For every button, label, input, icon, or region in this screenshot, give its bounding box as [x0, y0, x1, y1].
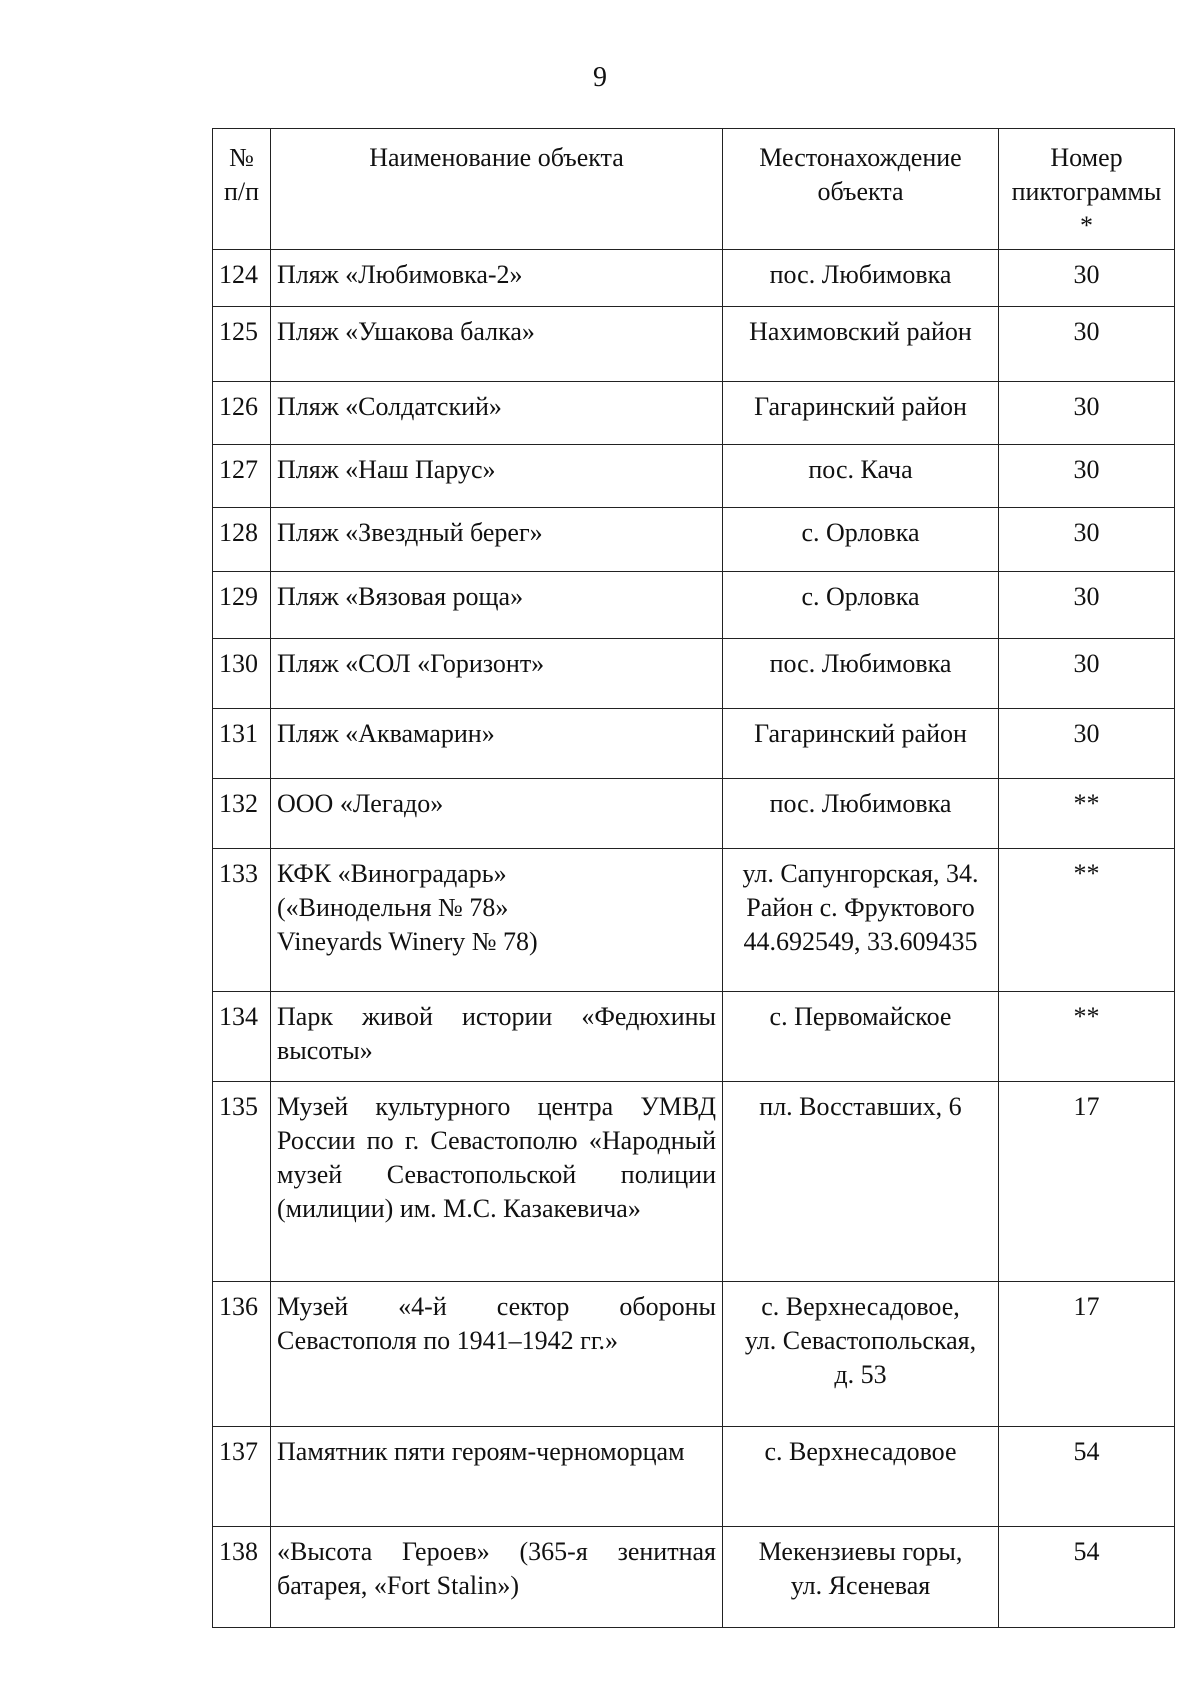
- cell-location: [723, 849, 999, 992]
- table-row: [213, 779, 1175, 849]
- cell-location: [723, 992, 999, 1082]
- cell-name-line: Пляж «Аквамарин»: [277, 719, 495, 748]
- table-row: [213, 709, 1175, 779]
- cell-location-line: пл. Восставших, 6: [759, 1092, 962, 1121]
- header-num: № п/п: [213, 129, 271, 250]
- cell-name-line: Пляж «Вязовая роща»: [277, 582, 524, 611]
- cell-location: [723, 508, 999, 572]
- cell-num: 125: [213, 307, 271, 382]
- table-header-row: [213, 129, 1175, 250]
- cell-num: 129: [213, 572, 271, 639]
- cell-name: [271, 250, 723, 307]
- cell-name: [271, 779, 723, 849]
- cell-location-line: пос. Кача: [808, 455, 913, 484]
- cell-name-line: Пляж «Наш Парус»: [277, 455, 496, 484]
- cell-name: [271, 508, 723, 572]
- cell-location-line: пос. Любимовка: [769, 789, 952, 818]
- table-row: [213, 1082, 1175, 1282]
- cell-name-line: Памятник пяти героям-черноморцам: [277, 1437, 685, 1466]
- cell-location-line: пос. Любимовка: [769, 260, 952, 289]
- table-row: [213, 992, 1175, 1082]
- cell-location: [723, 1527, 999, 1628]
- table-row: [213, 639, 1175, 709]
- cell-location: [723, 1427, 999, 1527]
- cell-num: 130: [213, 639, 271, 709]
- cell-name: [271, 445, 723, 508]
- cell-name-line: Пляж «Звездный берег»: [277, 518, 543, 547]
- cell-name: [271, 1282, 723, 1427]
- cell-num: 136: [213, 1282, 271, 1427]
- cell-num: 137: [213, 1427, 271, 1527]
- cell-location: [723, 250, 999, 307]
- cell-location-line: с. Орловка: [801, 518, 920, 547]
- cell-location: [723, 572, 999, 639]
- objects-table: [212, 128, 1175, 1628]
- cell-name: [271, 1082, 723, 1282]
- cell-location-line: Гагаринский район: [754, 719, 967, 748]
- cell-name: [271, 382, 723, 445]
- cell-location: [723, 1282, 999, 1427]
- cell-pictogram: 30: [999, 250, 1175, 307]
- cell-name-line: Пляж «Солдатский»: [277, 392, 502, 421]
- table-row: [213, 250, 1175, 307]
- cell-name-line: («Винодельня № 78»: [277, 893, 509, 922]
- cell-location-line: Гагаринский район: [754, 392, 967, 421]
- cell-num: 127: [213, 445, 271, 508]
- cell-name: [271, 849, 723, 992]
- table-row: [213, 382, 1175, 445]
- cell-location-line: с. Первомайское: [769, 1002, 952, 1031]
- cell-location: [723, 709, 999, 779]
- cell-location-line: с. Верхнесадовое,: [761, 1292, 960, 1321]
- table-row: [213, 1427, 1175, 1527]
- cell-location-line: с. Верхнесадовое: [764, 1437, 957, 1466]
- cell-location: [723, 307, 999, 382]
- cell-location-line: с. Орловка: [801, 582, 920, 611]
- cell-location-line: ул. Ясеневая: [790, 1571, 931, 1600]
- cell-name: [271, 709, 723, 779]
- cell-num: 132: [213, 779, 271, 849]
- cell-pictogram: 54: [999, 1527, 1175, 1628]
- cell-num: 126: [213, 382, 271, 445]
- cell-pictogram: 30: [999, 508, 1175, 572]
- cell-location-line: Нахимовский район: [749, 317, 972, 346]
- cell-location: [723, 1082, 999, 1282]
- cell-location-line: пос. Любимовка: [769, 649, 952, 678]
- cell-location-line: Мекензиевы горы,: [758, 1537, 963, 1566]
- cell-location-line: Район с. Фруктового: [746, 893, 975, 922]
- cell-name-line: Музей «4-й сектор обороны Севастополя по 1941–1942 гг.»: [277, 1292, 716, 1355]
- cell-pictogram: 17: [999, 1282, 1175, 1427]
- cell-num: 128: [213, 508, 271, 572]
- cell-pictogram: 30: [999, 639, 1175, 709]
- page-number: 9: [593, 62, 607, 93]
- cell-name-line: Парк живой истории «Федюхины высоты»: [277, 1002, 716, 1065]
- cell-location-line: 44.692549, 33.609435: [743, 927, 978, 956]
- table-row: [213, 572, 1175, 639]
- cell-pictogram: 17: [999, 1082, 1175, 1282]
- cell-pictogram: **: [999, 849, 1175, 992]
- cell-pictogram: 54: [999, 1427, 1175, 1527]
- cell-num: 124: [213, 250, 271, 307]
- header-location: Местонахождение объекта: [723, 129, 999, 250]
- cell-pictogram: **: [999, 992, 1175, 1082]
- cell-location-line: д. 53: [834, 1360, 887, 1389]
- cell-num: 133: [213, 849, 271, 992]
- table-row: [213, 445, 1175, 508]
- cell-name: [271, 572, 723, 639]
- cell-name-line: ООО «Легадо»: [277, 789, 444, 818]
- table-row: [213, 1282, 1175, 1427]
- cell-name-line: «Высота Героев» (365-я зенитная батарея, «Fort Stalin»): [277, 1537, 716, 1600]
- cell-name-line: Пляж «СОЛ «Горизонт»: [277, 649, 545, 678]
- cell-name: [271, 992, 723, 1082]
- cell-num: 131: [213, 709, 271, 779]
- cell-name-line: Музей культурного центра УМВД России по г. Севастополю «Народный музей Севастопольской полиции (милиции) им. М.С. Казакевича»: [277, 1092, 716, 1223]
- cell-location-line: ул. Сапунгорская, 34.: [742, 859, 979, 888]
- table-body: [213, 250, 1175, 1628]
- cell-name-line: Vineyards Winery № 78): [277, 927, 538, 956]
- table-row: [213, 849, 1175, 992]
- cell-name-line: Пляж «Любимовка-2»: [277, 260, 523, 289]
- cell-pictogram: 30: [999, 307, 1175, 382]
- cell-name: [271, 639, 723, 709]
- header-pictogram: Номер пиктограммы *: [999, 129, 1175, 250]
- table-row: [213, 1527, 1175, 1628]
- cell-name: [271, 307, 723, 382]
- header-name: Наименование объекта: [271, 129, 723, 250]
- cell-location: [723, 779, 999, 849]
- cell-location: [723, 382, 999, 445]
- cell-name: [271, 1427, 723, 1527]
- cell-location: [723, 445, 999, 508]
- cell-location-line: ул. Севастопольская,: [744, 1326, 977, 1355]
- cell-pictogram: 30: [999, 445, 1175, 508]
- cell-num: 135: [213, 1082, 271, 1282]
- cell-pictogram: 30: [999, 382, 1175, 445]
- cell-name-line: КФК «Виноградарь»: [277, 859, 507, 888]
- cell-num: 138: [213, 1527, 271, 1628]
- cell-name-line: Пляж «Ушакова балка»: [277, 317, 535, 346]
- cell-name: [271, 1527, 723, 1628]
- cell-location: [723, 639, 999, 709]
- table-row: [213, 508, 1175, 572]
- cell-pictogram: 30: [999, 709, 1175, 779]
- cell-pictogram: 30: [999, 572, 1175, 639]
- cell-num: 134: [213, 992, 271, 1082]
- table-row: [213, 307, 1175, 382]
- cell-pictogram: **: [999, 779, 1175, 849]
